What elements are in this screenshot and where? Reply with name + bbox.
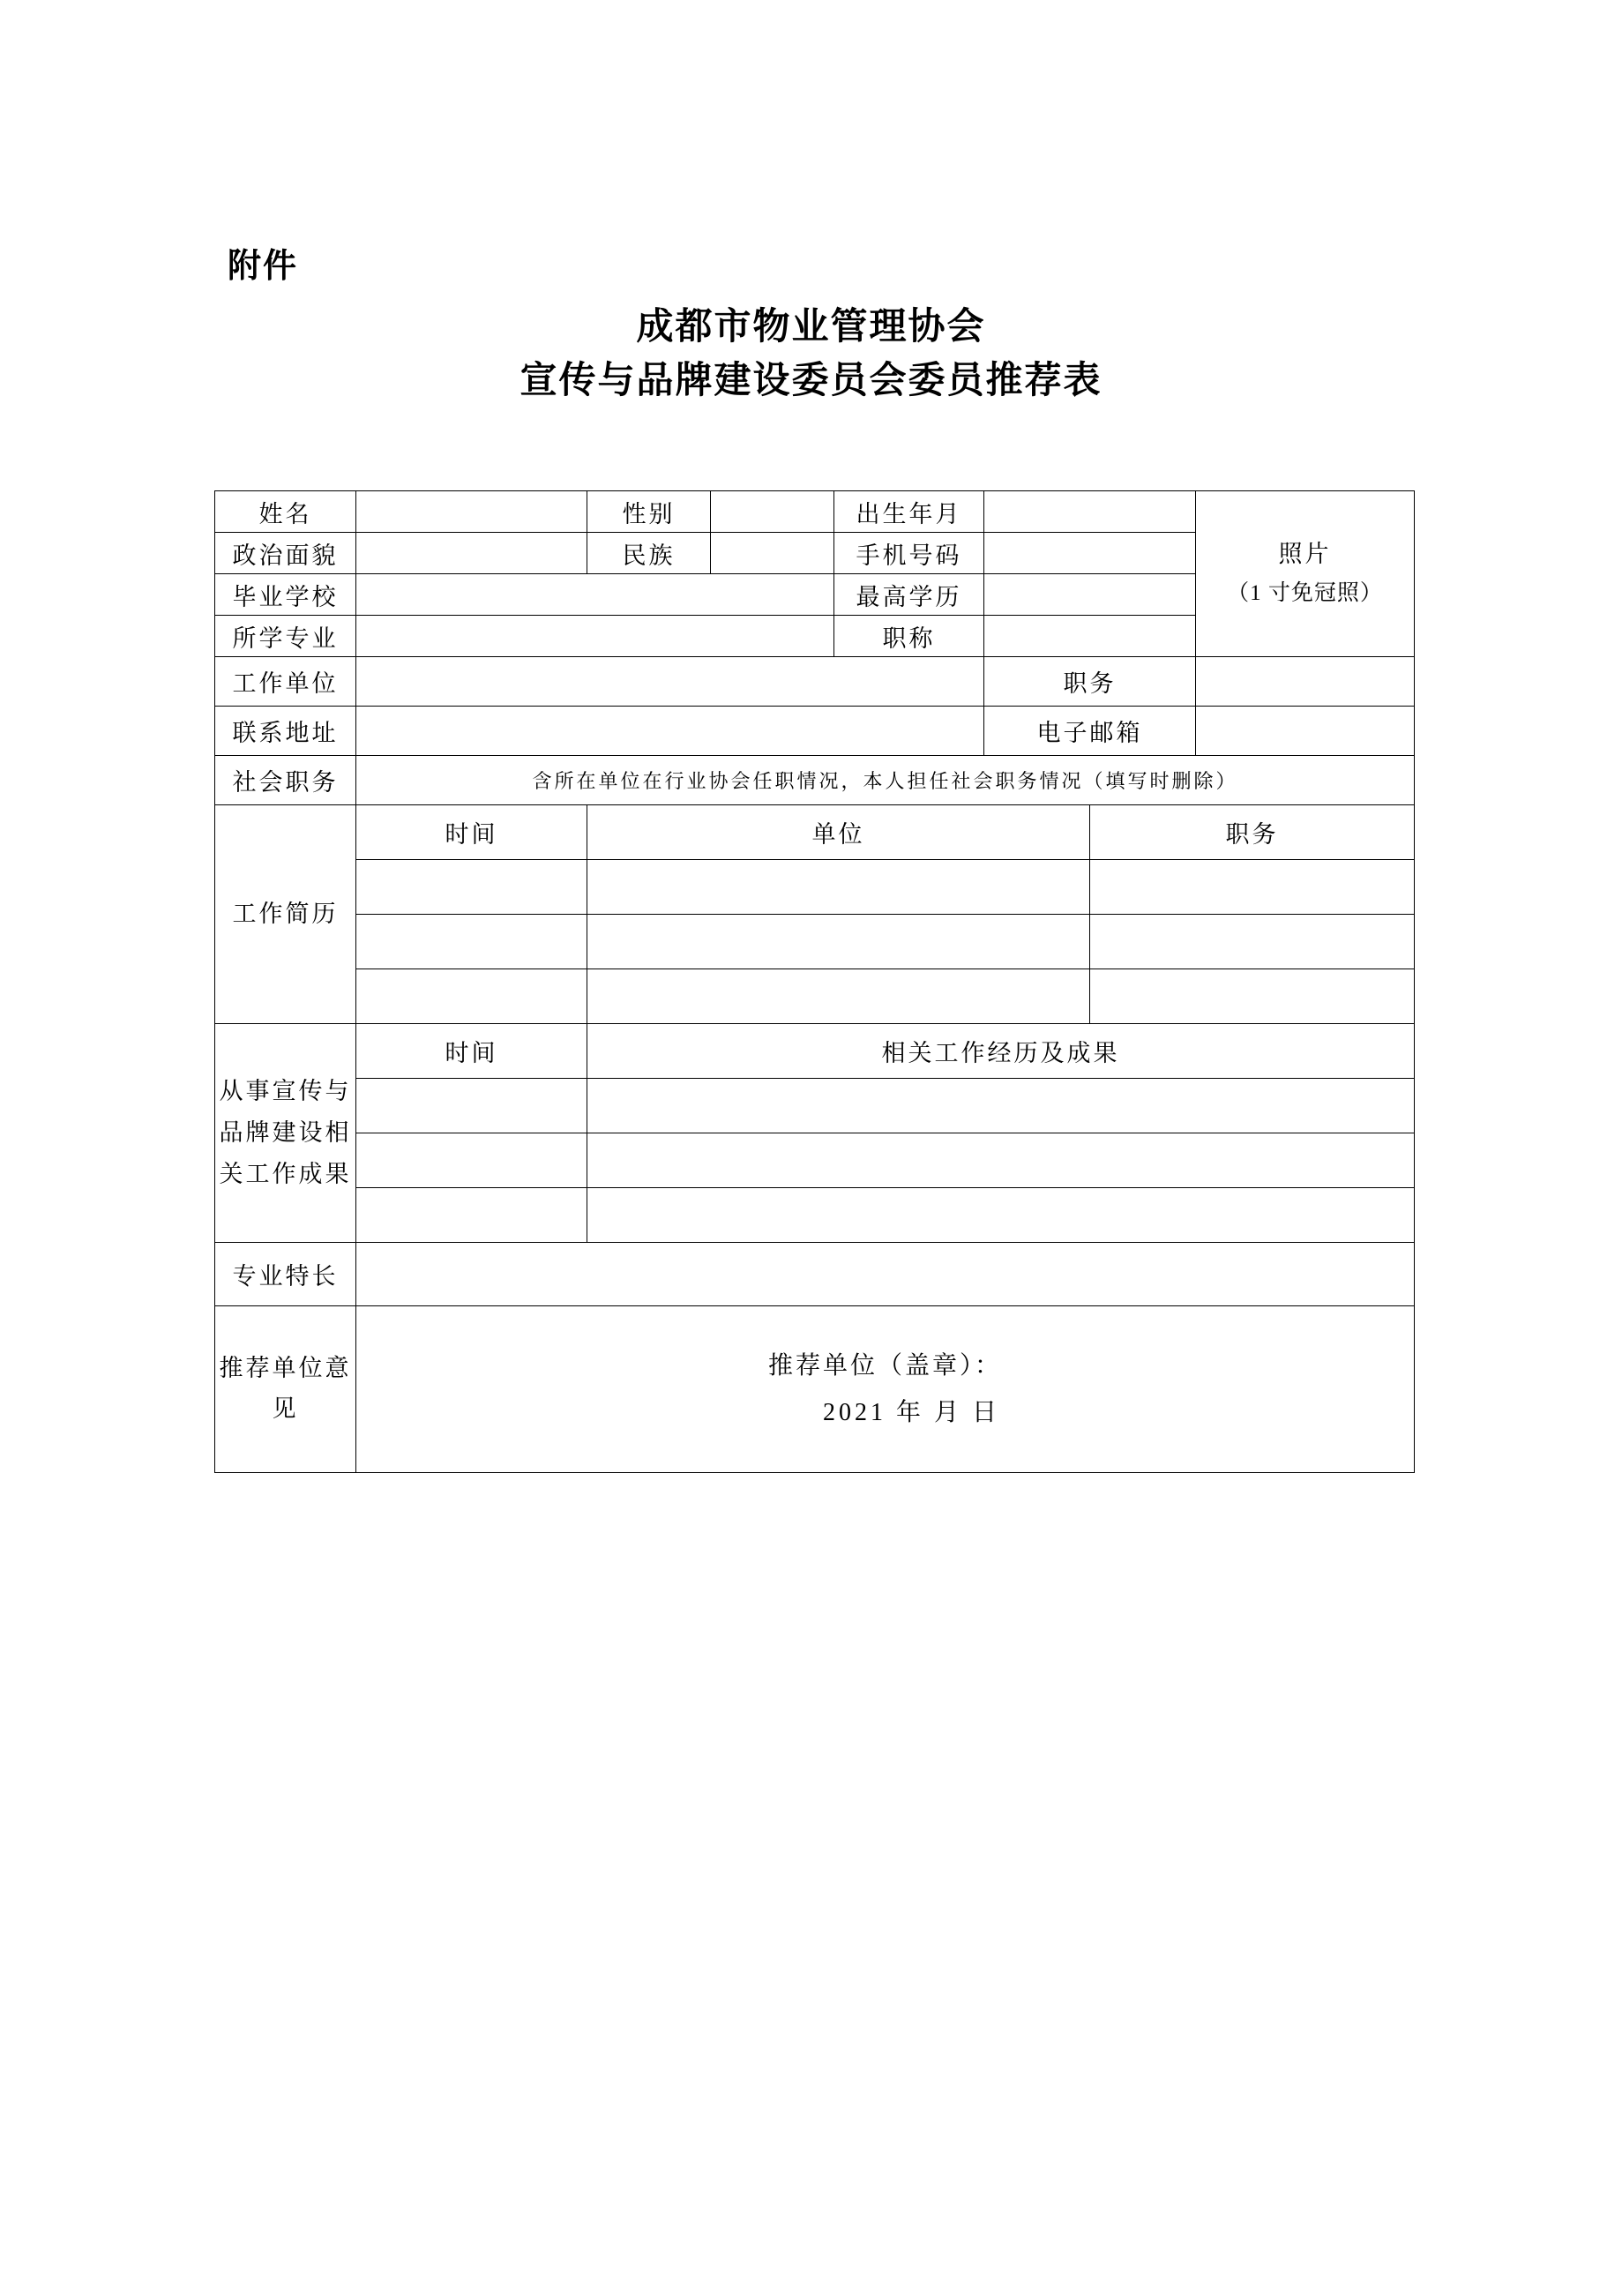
work-history-cell-unit[interactable] bbox=[587, 860, 1090, 915]
photo-placeholder bbox=[1196, 491, 1415, 657]
table-row bbox=[215, 707, 1415, 756]
work-history-header-position: 职务 bbox=[1090, 805, 1415, 860]
label-recommendation-opinion: 推荐单位意见 bbox=[215, 1306, 356, 1473]
label-ethnicity: 民族 bbox=[587, 533, 711, 574]
table-row bbox=[215, 756, 1415, 805]
achievements-cell-time[interactable] bbox=[356, 1079, 587, 1133]
work-history-cell-time[interactable] bbox=[356, 860, 587, 915]
table-row bbox=[215, 657, 1415, 707]
table-row bbox=[215, 1188, 1415, 1243]
field-major[interactable] bbox=[356, 616, 834, 657]
label-gender: 性别 bbox=[587, 491, 711, 533]
table-row bbox=[215, 1024, 1415, 1079]
table-row bbox=[215, 491, 1415, 533]
field-graduated-school[interactable] bbox=[356, 574, 834, 616]
label-email: 电子邮箱 bbox=[984, 707, 1196, 756]
label-highest-degree: 最高学历 bbox=[834, 574, 984, 616]
work-history-cell-position[interactable] bbox=[1090, 860, 1415, 915]
field-mobile-number[interactable] bbox=[984, 533, 1196, 574]
label-contact-address: 联系地址 bbox=[215, 707, 356, 756]
table-row bbox=[215, 1079, 1415, 1133]
field-birth-date[interactable] bbox=[984, 491, 1196, 533]
recommendation-form-table bbox=[214, 490, 1415, 1473]
title-line-2: 宣传与品牌建设委员会委员推荐表 bbox=[519, 358, 1103, 400]
recommendation-seal-text: 推荐单位（盖章）： bbox=[767, 1351, 1002, 1380]
photo-label: 照片 bbox=[1278, 541, 1332, 568]
work-history-header-time: 时间 bbox=[356, 805, 587, 860]
label-professional-title: 职称 bbox=[834, 616, 984, 657]
field-specialty[interactable] bbox=[356, 1243, 1415, 1306]
field-name[interactable] bbox=[356, 491, 587, 533]
work-history-cell-time[interactable] bbox=[356, 969, 587, 1024]
label-promotion-achievements: 从事宣传与品牌建设相关工作成果 bbox=[215, 1024, 356, 1243]
field-social-positions-note[interactable]: 含所在单位在行业协会任职情况，本人担任社会职务情况（填写时删除） bbox=[356, 756, 1415, 805]
field-gender[interactable] bbox=[711, 491, 834, 533]
label-specialty: 专业特长 bbox=[215, 1243, 356, 1306]
table-row bbox=[215, 1133, 1415, 1188]
recommendation-date-text: 2021 年 月 日 bbox=[822, 1399, 1000, 1426]
field-work-unit[interactable] bbox=[356, 657, 984, 707]
label-work-unit: 工作单位 bbox=[215, 657, 356, 707]
field-position[interactable] bbox=[1196, 657, 1415, 707]
label-position: 职务 bbox=[984, 657, 1196, 707]
table-row bbox=[215, 1306, 1415, 1473]
table-row bbox=[215, 805, 1415, 860]
work-history-cell-time[interactable] bbox=[356, 915, 587, 969]
work-history-cell-position[interactable] bbox=[1090, 969, 1415, 1024]
work-history-cell-position[interactable] bbox=[1090, 915, 1415, 969]
table-row bbox=[215, 969, 1415, 1024]
work-history-cell-unit[interactable] bbox=[587, 915, 1090, 969]
field-highest-degree[interactable] bbox=[984, 574, 1196, 616]
attachment-label: 附件 bbox=[228, 248, 299, 285]
field-professional-title[interactable] bbox=[984, 616, 1196, 657]
label-birth-date: 出生年月 bbox=[834, 491, 984, 533]
photo-sub-label: （1 寸免冠照） bbox=[1227, 581, 1383, 606]
achievements-header-time: 时间 bbox=[356, 1024, 587, 1079]
work-history-cell-unit[interactable] bbox=[587, 969, 1090, 1024]
achievements-header-content: 相关工作经历及成果 bbox=[587, 1024, 1415, 1079]
table-row bbox=[215, 1243, 1415, 1306]
field-contact-address[interactable] bbox=[356, 707, 984, 756]
work-history-header-unit: 单位 bbox=[587, 805, 1090, 860]
achievements-cell-content[interactable] bbox=[587, 1188, 1415, 1243]
achievements-cell-time[interactable] bbox=[356, 1188, 587, 1243]
field-ethnicity[interactable] bbox=[711, 533, 834, 574]
achievements-cell-time[interactable] bbox=[356, 1133, 587, 1188]
field-recommendation-opinion[interactable] bbox=[356, 1306, 1415, 1473]
table-row bbox=[215, 860, 1415, 915]
field-email[interactable] bbox=[1196, 707, 1415, 756]
table-row bbox=[215, 915, 1415, 969]
label-social-positions: 社会职务 bbox=[215, 756, 356, 805]
field-political-status[interactable] bbox=[356, 533, 587, 574]
label-political-status: 政治面貌 bbox=[215, 533, 356, 574]
label-name: 姓名 bbox=[215, 491, 356, 533]
title-line-1: 成都市物业管理协会 bbox=[636, 305, 986, 347]
achievements-cell-content[interactable] bbox=[587, 1133, 1415, 1188]
label-graduated-school: 毕业学校 bbox=[215, 574, 356, 616]
label-mobile-number: 手机号码 bbox=[834, 533, 984, 574]
label-work-history: 工作简历 bbox=[215, 805, 356, 1024]
achievements-cell-content[interactable] bbox=[587, 1079, 1415, 1133]
label-major: 所学专业 bbox=[215, 616, 356, 657]
page-title bbox=[0, 300, 1622, 408]
